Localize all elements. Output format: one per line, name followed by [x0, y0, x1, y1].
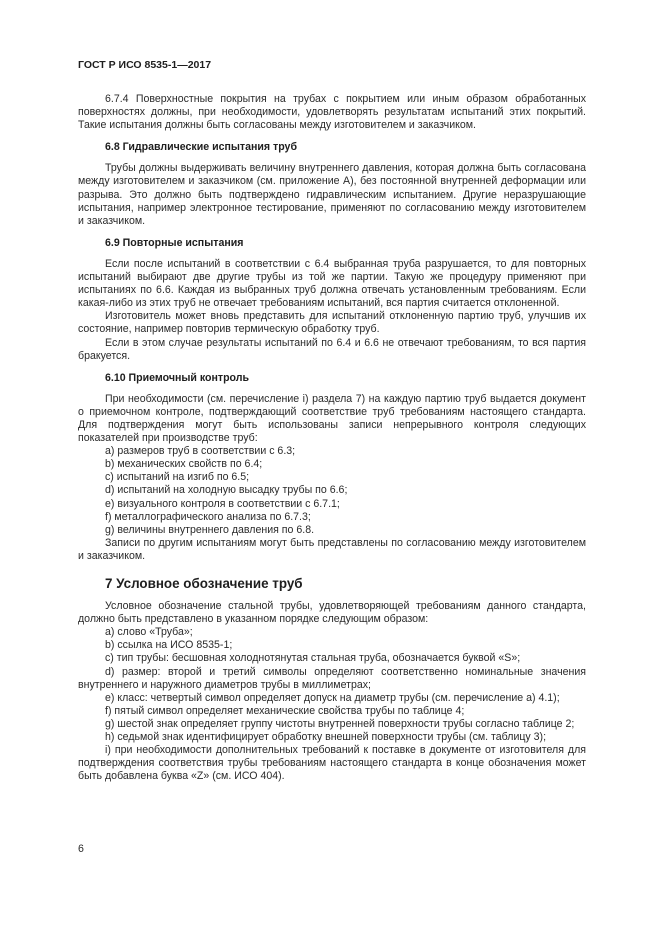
heading-6-9: 6.9 Повторные испытания — [105, 236, 244, 249]
page-number: 6 — [78, 843, 84, 855]
list-item: a) размеров труб в соответствии с 6.3; — [105, 445, 296, 458]
paragraph-6-7-4: 6.7.4 Поверхностные покрытия на трубах с покрытием или иным образом обработанных поверхностях должны, при необходимости, удовлетворять результатам испытаний этих покрытий. Такие испытания должны быть согласованы между изготовителем и заказчиком. — [78, 93, 586, 132]
list-item: c) тип трубы: бесшовная холоднотянутая стальная труба, обозначается буквой «S»; — [105, 652, 521, 665]
list-item: e) класс: четвертый символ определяет допуск на диаметр трубы (см. перечисление а) 4.1); — [105, 691, 560, 704]
paragraph-6-9-1: Если после испытаний в соответствии с 6.4 выбранная труба разрушается, то для повторных испытаний выбирают две другие трубы из той же партии. Такую же процедуру применяют при испытаниях по 6.6. Каждая из выбранных труб должна отвечать установленным требованиям. Если какая-либо из этих труб не отвечает требованиям испытаний, вся партия считается отклоненной. — [78, 257, 586, 310]
list-item: b) ссылка на ИСО 8535-1; — [105, 639, 233, 652]
paragraph-6-10-1: При необходимости (см. перечисление i) раздела 7) на каждую партию труб выдается документ о приемочном контроле, подтверждающий соответствие труб требованиям настоящего стандарта. Для подтверждения могут быть использованы записи непрерывного контроля следующих показателей при производстве труб: — [78, 392, 586, 445]
paragraph-6-8: Трубы должны выдерживать величину внутреннего давления, которая должна быть согласована между изготовителем и заказчиком (см. приложение А), без постоянной внутренней деформации или разрыва. Это должно быть подтверждено гидравлическим испытанием. Другие неразрушающие испытания, например электронное тестирование, применяют по согласованию между изготовителем и заказчиком. — [78, 162, 586, 227]
list-item: f) пятый символ определяет механические свойства трубы по таблице 4; — [105, 704, 465, 717]
paragraph-6-9-2: Изготовитель может вновь представить для испытаний отклоненную партию труб, улучшив их состояние, например повторив термическую обработку труб. — [78, 310, 586, 336]
document-code-header: ГОСТ Р ИСО 8535-1—2017 — [78, 59, 212, 71]
list-item: c) испытаний на изгиб по 6.5; — [105, 471, 250, 484]
list-item: d) испытаний на холодную высадку трубы по 6.6; — [105, 484, 348, 497]
list-item: f) металлографического анализа по 6.7.3; — [105, 510, 311, 523]
heading-6-10: 6.10 Приемочный контроль — [105, 371, 250, 384]
paragraph-6-9-3: Если в этом случае результаты испытаний по 6.4 и 6.6 не отвечают требованиям, то вся партия бракуется. — [78, 336, 586, 362]
list-item: b) механических свойств по 6.4; — [105, 458, 263, 471]
list-item: g) шестой знак определяет группу чистоты внутренней поверхности трубы согласно таблице 2; — [105, 717, 575, 730]
paragraph-6-10-2: Записи по другим испытаниям могут быть представлены по согласованию между изготовителем и заказчиком. — [78, 536, 586, 562]
list-item: a) слово «Труба»; — [105, 626, 193, 639]
list-item: e) визуального контроля в соответствии с 6.7.1; — [105, 497, 340, 510]
list-item: h) седьмой знак идентифицирует обработку внешней поверхности трубы (см. таблицу 3); — [105, 731, 547, 744]
page-content — [78, 93, 586, 783]
heading-6-8: 6.8 Гидравлические испытания труб — [105, 141, 297, 154]
list-item: i) при необходимости дополнительных требований к поставке в документе от изготовителя для подтверждения соответствия трубы требованиям настоящего стандарта в конце обозначения может быть добавлена буква «Z» (см. ИСО 404). — [78, 744, 586, 783]
paragraph-7-1: Условное обозначение стальной трубы, удовлетворяющей требованиям данного стандарта, должно быть представлено в указанном порядке следующим образом: — [78, 600, 586, 626]
list-item: g) величины внутреннего давления по 6.8. — [105, 523, 315, 536]
list-item: d) размер: второй и третий символы определяют соответственно номинальные значения внутреннего и наружного диаметров трубы в миллиметрах; — [78, 665, 586, 691]
heading-7: 7 Условное обозначение труб — [105, 576, 303, 591]
